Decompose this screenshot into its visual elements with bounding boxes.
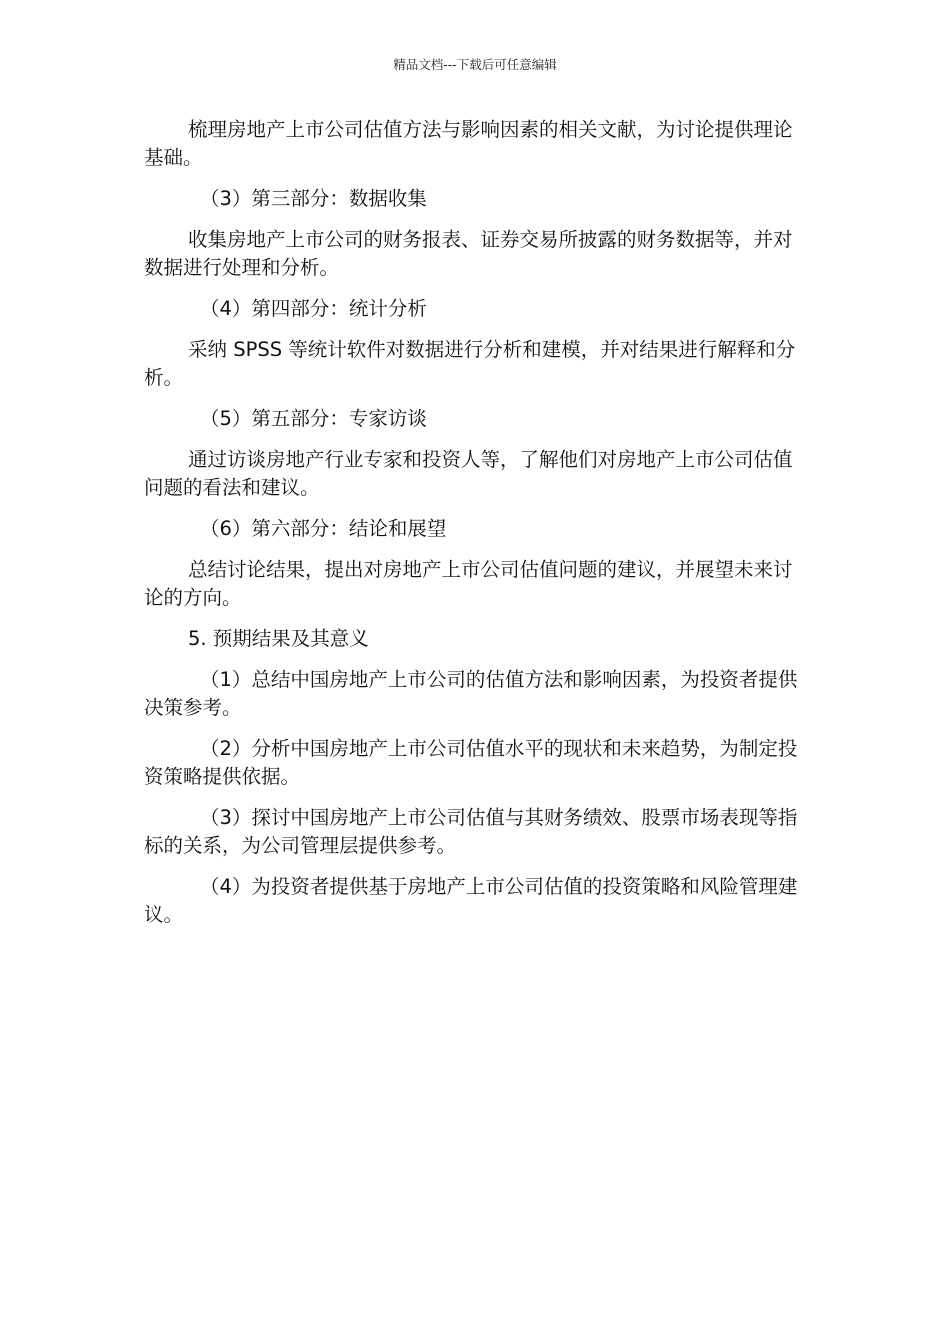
paragraph-conclusion: 总结讨论结果，提出对房地产上市公司估值问题的建议，并展望未来讨论的方向。: [144, 558, 793, 609]
expected-result-item-2: （2）分析中国房地产上市公司估值水平的现状和未来趋势，为制定投资策略提供依据。: [144, 737, 798, 788]
paragraph-data-collection: 收集房地产上市公司的财务报表、证券交易所披露的财务数据等，并对数据进行处理和分析。: [144, 228, 793, 279]
document-body: [144, 116, 806, 942]
section-heading-statistical-analysis: （4）第四部分：统计分析: [200, 297, 427, 320]
page-header: 精品文档---下载后可任意编辑: [393, 57, 557, 72]
section-heading-expert-interviews: （5）第五部分：专家访谈: [200, 407, 427, 430]
section-heading-data-collection: （3）第三部分：数据收集: [200, 187, 427, 210]
expected-result-item-3: （3）探讨中国房地产上市公司估值与其财务绩效、股票市场表现等指标的关系，为公司管理层提供参考。: [144, 806, 798, 857]
section-heading-expected-results: 5. 预期结果及其意义: [188, 627, 369, 650]
section-heading-conclusion: （6）第六部分：结论和展望: [200, 517, 447, 540]
paragraph-expert-interviews: 通过访谈房地产行业专家和投资人等，了解他们对房地产上市公司估值问题的看法和建议。: [144, 448, 793, 499]
paragraph-statistical-analysis: 采纳 SPSS 等统计软件对数据进行分析和建模，并对结果进行解释和分析。: [144, 338, 796, 389]
paragraph-literature-review: 梳理房地产上市公司估值方法与影响因素的相关文献，为讨论提供理论基础。: [144, 118, 793, 169]
expected-result-item-4: （4）为投资者提供基于房地产上市公司估值的投资策略和风险管理建议。: [144, 875, 798, 926]
expected-result-item-1: （1）总结中国房地产上市公司的估值方法和影响因素，为投资者提供决策参考。: [144, 668, 798, 719]
